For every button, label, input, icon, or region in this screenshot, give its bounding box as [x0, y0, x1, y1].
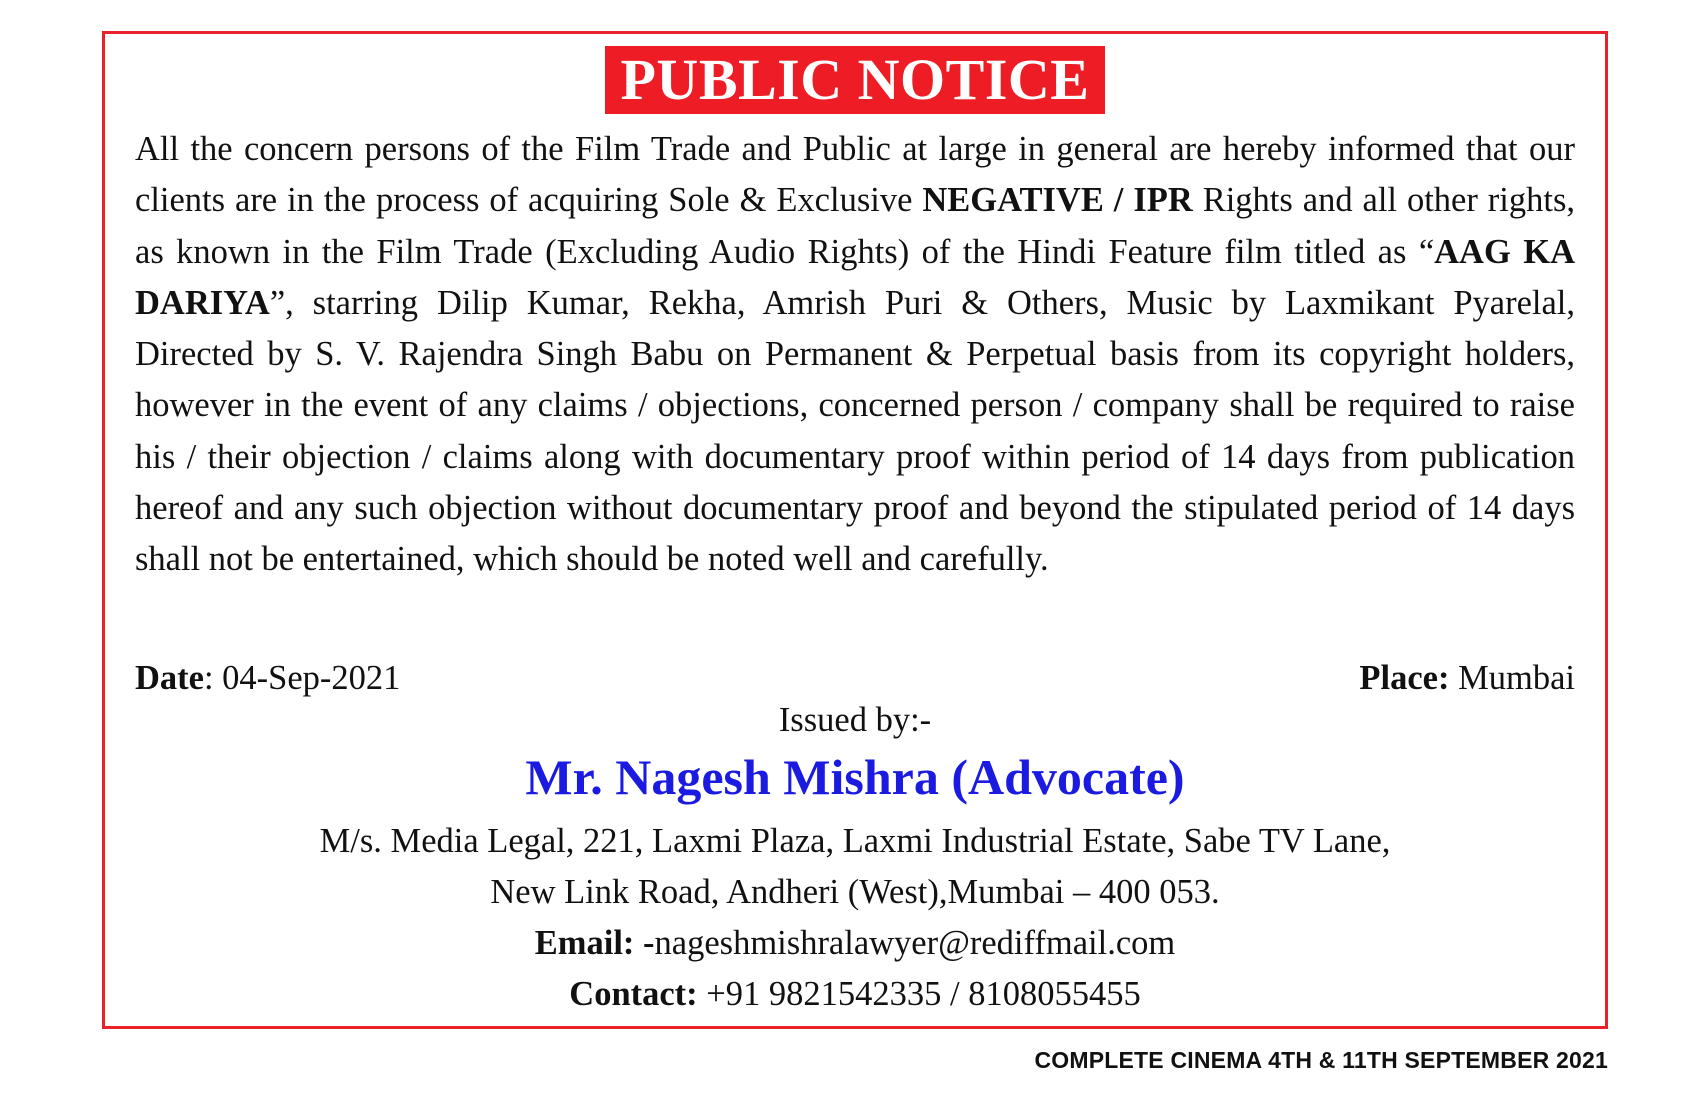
contact-line — [105, 972, 1605, 1016]
body-text-part1: All the concern persons of the Film Trade and Public at large in general are hereby informed that our clients are in the process of acquiring Sole & Exclusive — [135, 130, 1575, 220]
date-value: : 04-Sep-2021 — [203, 659, 401, 697]
notice-body — [135, 124, 1575, 586]
issued-by: Issued by:- — [778, 701, 932, 739]
contact-value: +91 9821542335 / 8108055455 — [697, 975, 1141, 1013]
body-text-part2: Rights and all other rights, as known in the Film Trade (Excluding Audio Rights) of the Hindi Feature film titled as “ — [135, 181, 1575, 271]
date-label: Date — [135, 659, 204, 697]
title-wrapper — [105, 46, 1605, 114]
body-rights-bold: NEGATIVE / IPR — [922, 181, 1193, 220]
place-label: Place: — [1359, 659, 1450, 697]
email-label: Email: - — [534, 924, 655, 962]
contact-label: Contact: — [569, 975, 698, 1013]
place-value: Mumbai — [1449, 659, 1575, 697]
public-notice-frame — [102, 31, 1608, 1029]
body-text-part3: ”, starring Dilip Kumar, Rekha, Amrish Puri & Others, Music by Laxmikant Pyarelal, Directed by S. V. Rajendra Singh Babu on Permanent & Perpetual basis from its copyright holders, however in the event of any claims / objections, concerned person / company shall be required to raise his / their objection / claims along with documentary proof within period of 14 days from publication hereof and any such objection without documentary proof and beyond the stipulated period of 14 days shall not be entertained, which should be noted well and carefully. — [135, 283, 1575, 579]
place-block — [1359, 656, 1575, 700]
date-block — [135, 656, 400, 700]
advocate-name: Mr. Nagesh Mishra (Advocate) — [525, 749, 1185, 805]
publication-footer: COMPLETE CINEMA 4TH & 11TH SEPTEMBER 2021 — [1034, 1047, 1608, 1073]
email-line — [105, 921, 1605, 965]
body-film-title-bold: AAG KA DARIYA — [135, 232, 1575, 322]
email-value: nageshmishralawyer@rediffmail.com — [654, 924, 1176, 962]
address-line-1: M/s. Media Legal, 221, Laxmi Plaza, Laxmi Industrial Estate, Sabe TV Lane, — [319, 822, 1391, 860]
notice-title: PUBLIC NOTICE — [605, 46, 1106, 114]
date-place-row — [135, 656, 1575, 700]
address-line-2: New Link Road, Andheri (West),Mumbai – 400 053. — [490, 873, 1220, 911]
